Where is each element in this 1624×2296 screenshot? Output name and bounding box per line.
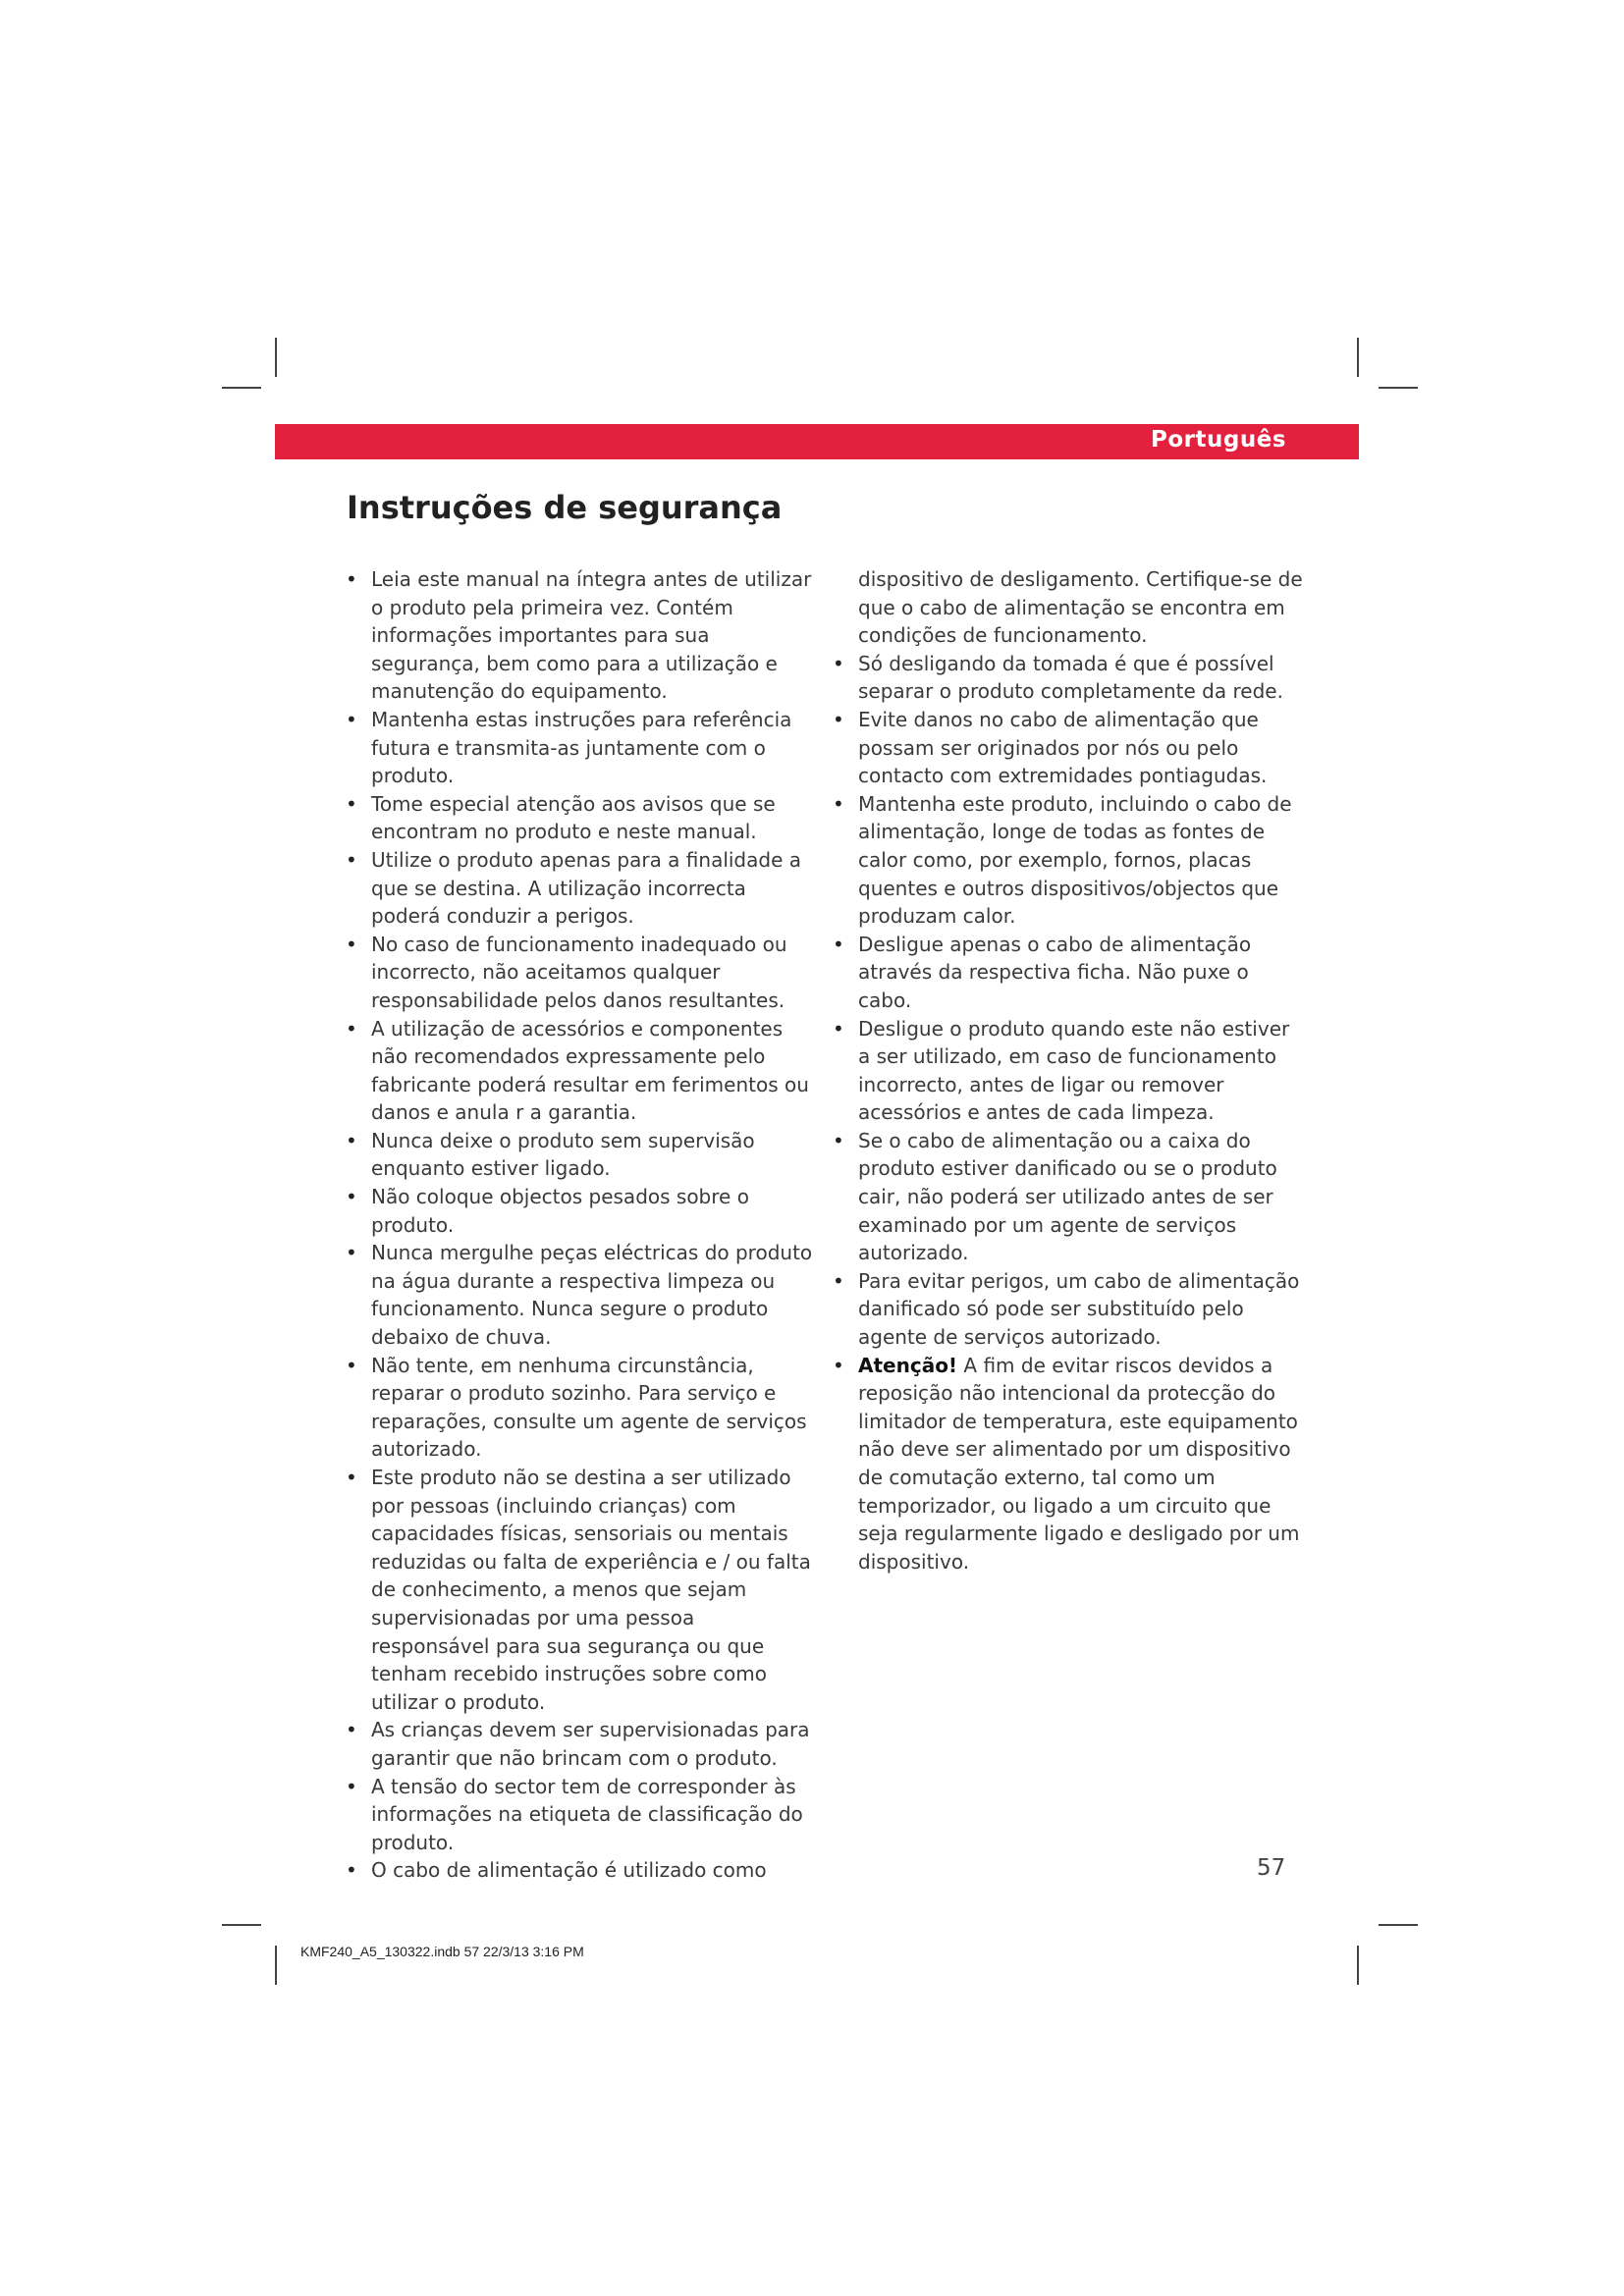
page-title: Instruções de segurança <box>347 489 783 526</box>
crop-mark <box>1357 338 1359 377</box>
right-column <box>833 565 1304 1575</box>
safety-list <box>346 565 815 1885</box>
list-item: • A utilização de acessórios e componentes não recomendados expressamente pelo fabricante poderá resultar em ferimentos ou danos e anula r a garantia. <box>346 1015 815 1127</box>
list-item: • Desligue o produto quando este não estiver a ser utilizado, em caso de funcionamento incorrecto, antes de ligar ou remover acessórios e antes de cada limpeza. <box>833 1015 1304 1127</box>
list-item: • Não coloque objectos pesados sobre o produto. <box>346 1183 815 1239</box>
list-item: • Para evitar perigos, um cabo de alimentação danificado só pode ser substituído pelo agente de serviços autorizado. <box>833 1267 1304 1352</box>
language-header-bar <box>275 424 1359 459</box>
warning-item <box>833 1352 1304 1576</box>
list-item: • Leia este manual na íntegra antes de utilizar o produto pela primeira vez. Contém informações importantes para sua segurança, bem como para a utilização e manutenção do equipamento. <box>346 565 815 706</box>
list-item: • Não tente, em nenhuma circunstância, reparar o produto sozinho. Para serviço e reparações, consulte um agente de serviços autorizado. <box>346 1352 815 1464</box>
list-item: • Mantenha este produto, incluindo o cabo de alimentação, longe de todas as fontes de calor como, por exemplo, fornos, placas quentes e outros dispositivos/objectos que produzam calor. <box>833 790 1304 931</box>
crop-mark <box>1379 387 1418 389</box>
list-item: • Tome especial atenção aos avisos que se encontram no produto e neste manual. <box>346 790 815 846</box>
crop-mark <box>275 338 277 377</box>
list-item: • Utilize o produto apenas para a finalidade a que se destina. A utilização incorrecta poderá conduzir a perigos. <box>346 846 815 931</box>
list-item: • Só desligando da tomada é que é possível separar o produto completamente da rede. <box>833 650 1304 706</box>
crop-mark <box>1357 1946 1359 1985</box>
list-item: • O cabo de alimentação é utilizado como <box>346 1856 815 1885</box>
page-number: 57 <box>1257 1855 1286 1881</box>
list-item: • No caso de funcionamento inadequado ou incorrecto, não aceitamos qualquer responsabilidade pelos danos resultantes. <box>346 931 815 1015</box>
safety-list <box>833 650 1304 1576</box>
list-item: • Desligue apenas o cabo de alimentação através da respectiva ficha. Não puxe o cabo. <box>833 931 1304 1015</box>
crop-mark <box>275 1946 277 1985</box>
list-item: • Este produto não se destina a ser utilizado por pessoas (incluindo crianças) com capacidades físicas, sensoriais ou mentais reduzidas ou falta de experiência e / ou falta de conhecimento, a menos que sejam supervisionadas por uma pessoa responsável para sua segurança ou que tenham recebido instruções sobre como utilizar o produto. <box>346 1464 815 1716</box>
list-item: • Mantenha estas instruções para referência futura e transmita-as juntamente com o produto. <box>346 706 815 790</box>
crop-mark <box>1379 1924 1418 1926</box>
list-item: • A tensão do sector tem de corresponder às informações na etiqueta de classificação do produto. <box>346 1773 815 1857</box>
language-label: Português <box>1151 427 1286 453</box>
left-column <box>346 565 815 1885</box>
crop-mark <box>222 387 261 389</box>
crop-mark <box>222 1924 261 1926</box>
list-item: • Nunca mergulhe peças eléctricas do produto na água durante a respectiva limpeza ou funcionamento. Nunca segure o produto debaixo de chuva. <box>346 1239 815 1351</box>
list-item: • Evite danos no cabo de alimentação que possam ser originados por nós ou pelo contacto com extremidades pontiagudas. <box>833 706 1304 790</box>
list-item: • Se o cabo de alimentação ou a caixa do produto estiver danificado ou se o produto cair, não poderá ser utilizado antes de ser examinado por um agente de serviços autorizado. <box>833 1127 1304 1267</box>
list-item: • Nunca deixe o produto sem supervisão enquanto estiver ligado. <box>346 1127 815 1183</box>
warning-label: Atenção! <box>858 1353 958 1377</box>
warning-text: A fim de evitar riscos devidos a reposição não intencional da protecção do limitador de temperatura, este equipamento não deve ser alimentado por um dispositivo de comutação externo, tal como um temporizador, ou ligado a um circuito que seja regularmente ligado e desligado por um dispositivo. <box>858 1353 1300 1574</box>
list-item: • As crianças devem ser supervisionadas para garantir que não brincam com o produto. <box>346 1716 815 1772</box>
continued-text: dispositivo de desligamento. Certifique-se de que o cabo de alimentação se encontra em condições de funcionamento. <box>858 567 1303 648</box>
print-slug: KMF240_A5_130322.indb 57 22/3/13 3:16 PM <box>300 1944 584 1959</box>
